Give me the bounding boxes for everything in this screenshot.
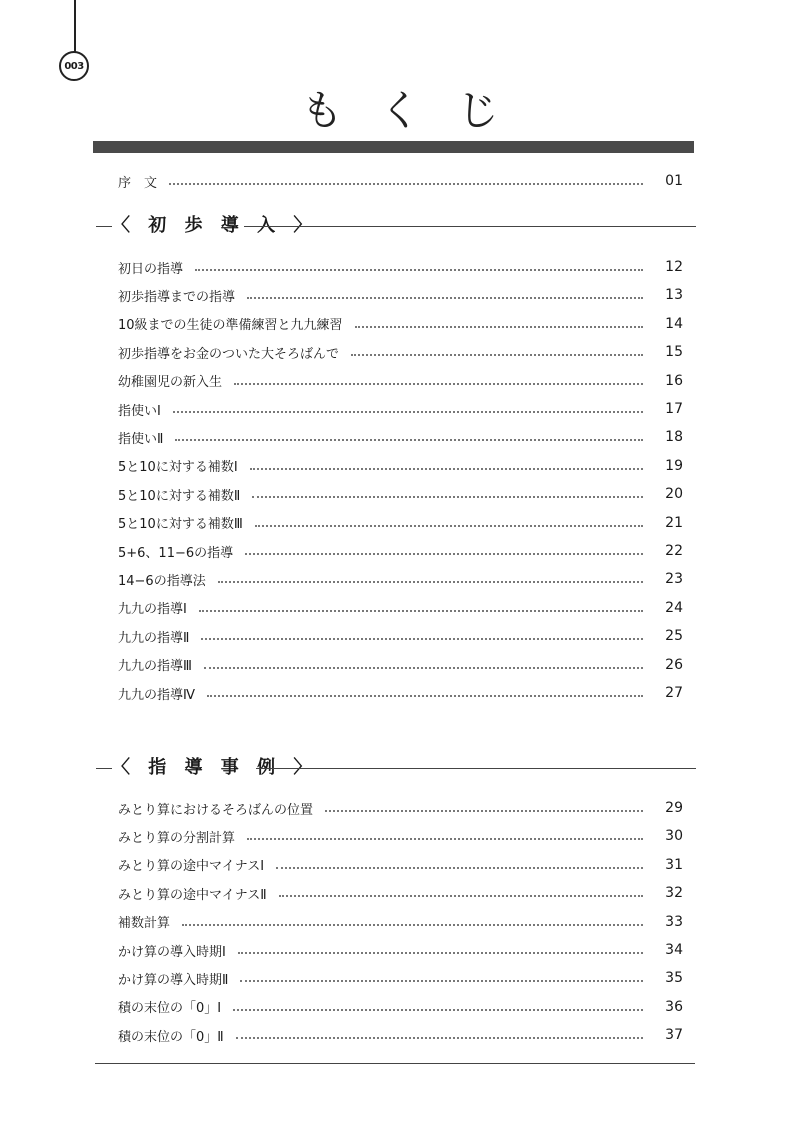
toc-entry-page: 01 bbox=[665, 173, 683, 189]
toc-entry-label: 初日の指導 bbox=[118, 261, 184, 277]
dot-leader bbox=[173, 411, 643, 413]
toc-entry[interactable] bbox=[118, 967, 683, 989]
toc-entry[interactable] bbox=[118, 455, 683, 477]
toc-entry-page: 15 bbox=[665, 344, 683, 361]
toc-entry-page: 19 bbox=[665, 457, 683, 474]
section-heading bbox=[96, 210, 696, 242]
toc-entry[interactable] bbox=[118, 597, 683, 619]
dot-leader bbox=[204, 667, 643, 669]
toc-entry-label: 積の末位の「0」Ⅱ bbox=[118, 1029, 224, 1045]
dot-leader bbox=[250, 468, 643, 470]
toc-entry-page: 21 bbox=[665, 514, 683, 531]
toc-entry-label: 序 文 bbox=[118, 175, 158, 191]
toc-entry-label: 九九の指導Ⅱ bbox=[118, 630, 190, 646]
dot-leader bbox=[169, 183, 643, 185]
toc-entry[interactable] bbox=[118, 882, 683, 904]
title-bar bbox=[93, 141, 694, 153]
toc-entry-preface[interactable] bbox=[118, 170, 683, 192]
toc-entry-page: 31 bbox=[665, 856, 683, 873]
toc-entry[interactable] bbox=[118, 911, 683, 933]
toc-entry-page: 16 bbox=[665, 372, 683, 389]
dot-leader bbox=[247, 838, 643, 840]
toc-entry-label: みとり算の分割計算 bbox=[118, 830, 236, 846]
toc-entry-page: 33 bbox=[665, 913, 683, 930]
toc-entry-label: 九九の指導Ⅰ bbox=[118, 602, 187, 618]
dot-leader bbox=[201, 638, 643, 640]
toc-entry-page: 12 bbox=[665, 259, 683, 275]
toc-entry-label: 指使いⅡ bbox=[118, 431, 164, 447]
dot-leader bbox=[175, 439, 643, 441]
toc-entry[interactable] bbox=[118, 1024, 683, 1046]
toc-entry-page: 17 bbox=[665, 401, 683, 417]
toc-entry[interactable] bbox=[118, 682, 683, 704]
toc-entry-page: 30 bbox=[665, 828, 683, 845]
toc-entry[interactable] bbox=[118, 341, 683, 363]
toc-entry[interactable] bbox=[118, 654, 683, 676]
bottom-rule bbox=[95, 1063, 695, 1064]
toc-entry-label: 5と10に対する補数Ⅱ bbox=[118, 488, 241, 504]
toc-entry-page: 34 bbox=[665, 942, 683, 958]
toc-entry-label: 指使いⅠ bbox=[118, 403, 161, 419]
dot-leader bbox=[355, 326, 643, 328]
dot-leader bbox=[195, 269, 643, 271]
dot-leader bbox=[351, 354, 643, 356]
dot-leader bbox=[245, 553, 643, 555]
dot-leader bbox=[218, 581, 643, 583]
toc-entry-page: 25 bbox=[665, 628, 683, 645]
toc-entry-label: かけ算の導入時期Ⅰ bbox=[118, 944, 226, 960]
toc-entry-page: 22 bbox=[665, 543, 683, 559]
toc-entry-label: 5と10に対する補数Ⅰ bbox=[118, 460, 238, 476]
toc-entry-page: 35 bbox=[665, 970, 683, 987]
toc-entry[interactable] bbox=[118, 540, 683, 562]
page-title: もくじ bbox=[300, 86, 535, 135]
toc-entry-page: 27 bbox=[665, 685, 683, 701]
toc-entry[interactable] bbox=[118, 854, 683, 876]
toc-entry[interactable] bbox=[118, 284, 683, 306]
toc-entry[interactable] bbox=[118, 256, 683, 278]
section-heading-text: 〈 初 歩 導 入 〉 bbox=[112, 215, 318, 236]
toc-entry-page: 26 bbox=[665, 656, 683, 673]
heading-rule-right bbox=[256, 768, 696, 769]
toc-entry[interactable] bbox=[118, 313, 683, 335]
side-rule bbox=[74, 0, 76, 52]
dot-leader bbox=[279, 895, 643, 897]
toc-entry[interactable] bbox=[118, 512, 683, 534]
toc-entry-page: 37 bbox=[665, 1027, 683, 1044]
dot-leader bbox=[276, 867, 643, 869]
toc-entry-label: 九九の指導Ⅳ bbox=[118, 687, 195, 703]
dot-leader bbox=[234, 383, 643, 385]
toc-entry-page: 18 bbox=[665, 429, 683, 446]
toc-entry-page: 29 bbox=[665, 800, 683, 816]
heading-rule-left bbox=[96, 768, 112, 769]
toc-entry-label: 幼稚園児の新入生 bbox=[118, 375, 223, 391]
toc-entry-page: 20 bbox=[665, 486, 683, 503]
toc-entry-page: 32 bbox=[665, 885, 683, 902]
section-heading-text: 〈 指 導 事 例 〉 bbox=[112, 757, 318, 778]
toc-entry[interactable] bbox=[118, 426, 683, 448]
toc-entry[interactable] bbox=[118, 568, 683, 590]
toc-entry-label: 5+6、11−6の指導 bbox=[118, 545, 234, 561]
toc-entry-page: 14 bbox=[665, 315, 683, 332]
toc-entry-label: みとり算の途中マイナスⅡ bbox=[118, 887, 267, 903]
dot-leader bbox=[207, 695, 643, 697]
page-number-badge bbox=[59, 51, 89, 81]
dot-leader bbox=[325, 810, 643, 812]
toc-entry[interactable] bbox=[118, 625, 683, 647]
dot-leader bbox=[255, 525, 643, 527]
toc-entry-label: 初歩指導までの指導 bbox=[118, 289, 236, 305]
dot-leader bbox=[199, 610, 643, 612]
heading-rule-left bbox=[96, 226, 112, 227]
toc-entry-page: 13 bbox=[665, 287, 683, 304]
dot-leader bbox=[182, 924, 643, 926]
toc-entry[interactable] bbox=[118, 398, 683, 420]
toc-entry-label: 九九の指導Ⅲ bbox=[118, 659, 192, 675]
toc-entry-label: 5と10に対する補数Ⅲ bbox=[118, 517, 243, 533]
toc-entry-page: 23 bbox=[665, 571, 683, 588]
toc-entry[interactable] bbox=[118, 370, 683, 392]
dot-leader bbox=[247, 297, 643, 299]
toc-entry[interactable] bbox=[118, 797, 683, 819]
toc-entry-label: みとり算の途中マイナスⅠ bbox=[118, 859, 265, 875]
toc-entry[interactable] bbox=[118, 996, 683, 1018]
dot-leader bbox=[238, 952, 643, 954]
dot-leader bbox=[252, 496, 643, 498]
toc-entry-label: 積の末位の「0」Ⅰ bbox=[118, 1001, 222, 1017]
toc-entry-label: かけ算の導入時期Ⅱ bbox=[118, 972, 229, 988]
toc-entry[interactable] bbox=[118, 483, 683, 505]
toc-entry-label: 初歩指導をお金のついた大そろばんで bbox=[118, 346, 340, 362]
toc-entry-page: 24 bbox=[665, 599, 683, 616]
toc-entry-label: 10級までの生徒の準備練習と九九練習 bbox=[118, 318, 343, 334]
toc-entry[interactable] bbox=[118, 825, 683, 847]
toc-entry-label: みとり算におけるそろばんの位置 bbox=[118, 802, 314, 818]
heading-rule-right bbox=[244, 226, 696, 227]
dot-leader bbox=[233, 1009, 643, 1011]
dot-leader bbox=[236, 1037, 643, 1039]
toc-entry-page: 36 bbox=[665, 998, 683, 1015]
toc-entry-label: 14−6の指導法 bbox=[118, 573, 206, 589]
toc-entry[interactable] bbox=[118, 939, 683, 961]
page-number: 003 bbox=[64, 60, 84, 72]
section-heading bbox=[96, 752, 696, 784]
toc-entry-label: 補数計算 bbox=[118, 916, 171, 932]
dot-leader bbox=[240, 980, 643, 982]
